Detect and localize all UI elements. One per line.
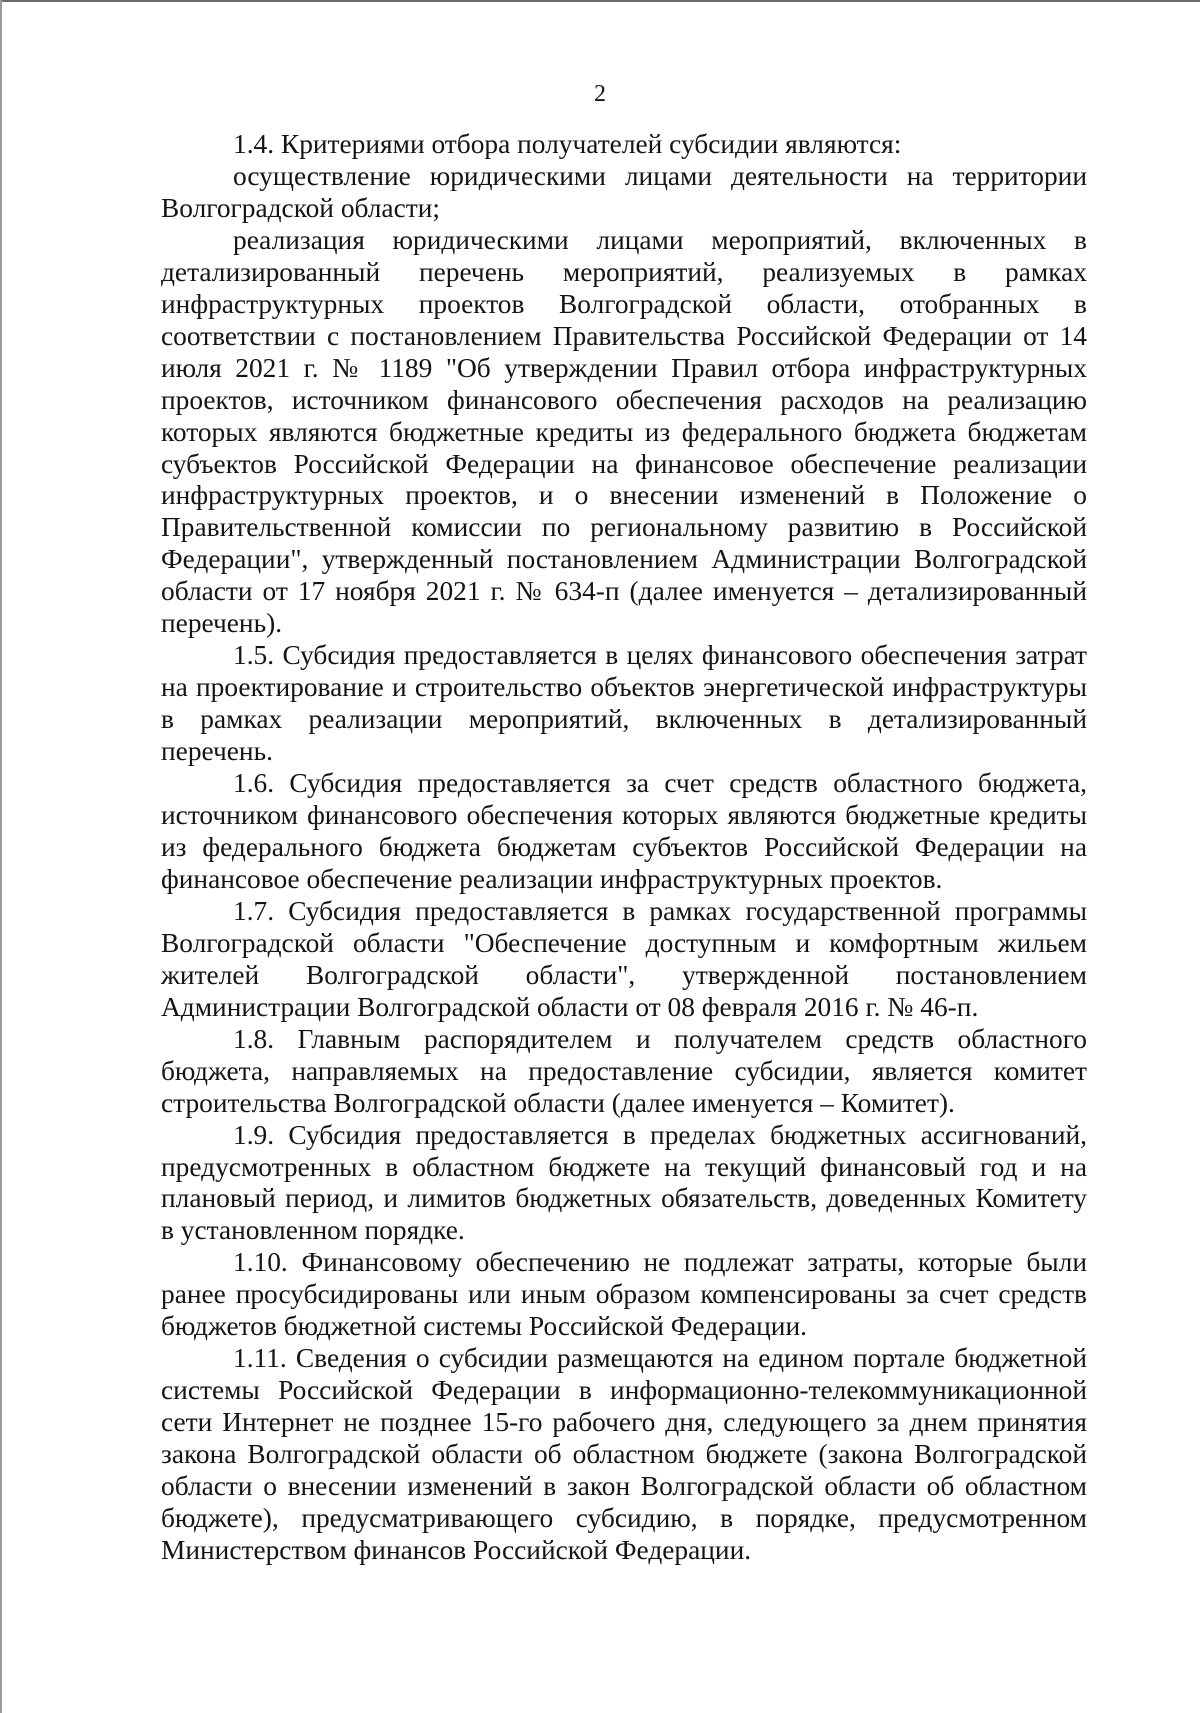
paragraph-criterion-measures: реализация юридическими лицами мероприятий, включенных в детализированный перечень мероприятий, реализуемых в рамках инфраструктурных проектов Волгоградской области, отобранных в соответствии с постановлением Правительства Российской Федерации от 14 июля 2021 г. № 1189 "Об утверждении Правил отбора инфраструктурных проектов, источником финансового обеспечения расходов на реализацию которых являются бюджетные кредиты из федерального бюджета бюджетам субъектов Российской Федерации на финансовое обеспечение реализации инфраструктурных проектов, и о внесении изменений в Положение о Правительственной комиссии по региональному развитию в Российской Федерации", утвержденный постановлением Администрации Волгоградской области от 17 ноября 2021 г. № 634-п (далее именуется – детализированный перечень). [161, 224, 1087, 639]
scan-edge-left [0, 0, 2, 1713]
paragraph-1-4: 1.4. Критериями отбора получателей субсидии являются: [233, 129, 902, 159]
paragraph-1-11: 1.11. Сведения о субсидии размещаются на едином портале бюджетной системы Российской Федерации в информационно-телекоммуникационной сети Интернет не позднее 15-го рабочего дня, следующего за днем принятия закона Волгоградской области об областном бюджете (закона Волгоградской области о внесении изменений в закон Волгоградской области об областном бюджете), предусматривающего субсидию, в порядке, предусмотренном Министерством финансов Российской Федерации. [161, 1343, 1087, 1565]
scan-edge-top [0, 0, 1200, 2]
document-body [161, 129, 1087, 1567]
paragraph-1-6: 1.6. Субсидия предоставляется за счет средств областного бюджета, источником финансового обеспечения которых являются бюджетные кредиты из федерального бюджета бюджетам субъектов Российской Федерации на финансовое обеспечение реализации инфраструктурных проектов. [161, 768, 1087, 894]
paragraph-1-10: 1.10. Финансовому обеспечению не подлежат затраты, которые были ранее просубсидированы или иным образом компенсированы за счет средств бюджетов бюджетной системы Российской Федерации. [161, 1247, 1087, 1342]
page-number: 2 [594, 81, 606, 107]
paragraph-1-7: 1.7. Субсидия предоставляется в рамках государственной программы Волгоградской области "Обеспечение доступным и комфортным жильем жителей Волгоградской области", утвержденной постановлением Администрации Волгоградской области от 08 февраля 2016 г. № 46-п. [161, 895, 1087, 1022]
paragraph-1-5: 1.5. Субсидия предоставляется в целях финансового обеспечения затрат на проектирование и строительство объектов энергетической инфраструктуры в рамках реализации мероприятий, включенных в детализированный перечень. [161, 640, 1087, 767]
paragraph-1-9: 1.9. Субсидия предоставляется в пределах бюджетных ассигнований, предусмотренных в областном бюджете на текущий финансовый год и на плановый период, и лимитов бюджетных обязательств, доведенных Комитету в установленном порядке. [161, 1119, 1087, 1246]
paragraph-1-8: 1.8. Главным распорядителем и получателем средств областного бюджета, направляемых на предоставление субсидии, является комитет строительства Волгоградской области (далее именуется – Комитет). [161, 1023, 1087, 1118]
paragraph-criterion-territory: осуществление юридическими лицами деятельности на территории Волгоградской области; [161, 160, 1087, 223]
